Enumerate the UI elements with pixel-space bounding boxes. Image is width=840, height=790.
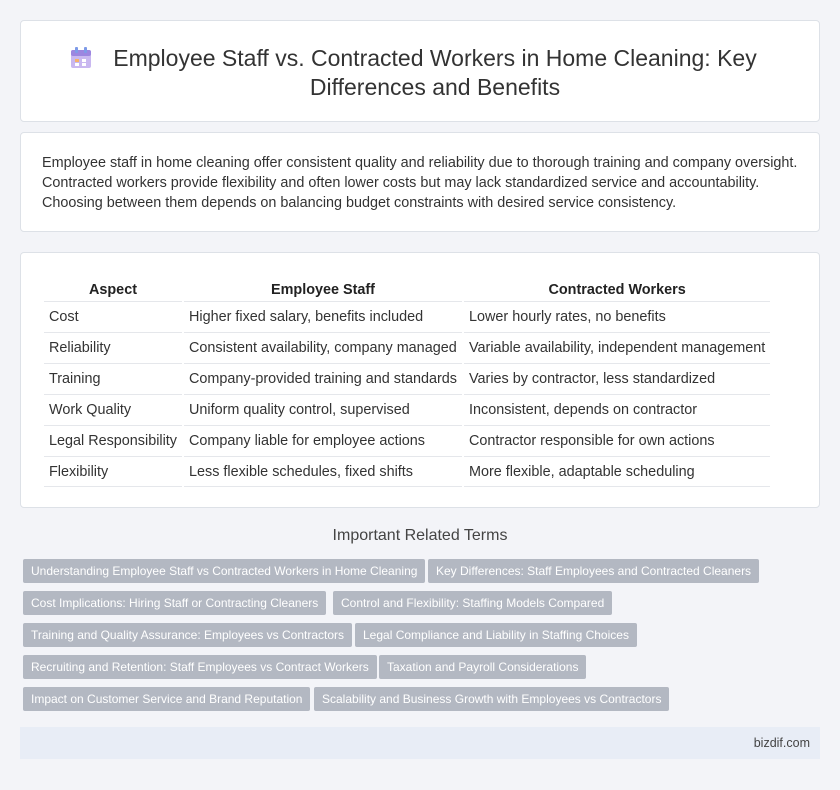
table-cell: Company liable for employee actions (184, 425, 462, 456)
table-cell: Varies by contractor, less standardized (464, 363, 770, 394)
column-header: Contracted Workers (548, 282, 686, 298)
comparison-card (20, 252, 820, 508)
comparison-table (42, 277, 772, 487)
page-title: Employee Staff vs. Contracted Workers in Home Cleaning: Key Differences and Benefits (113, 45, 757, 100)
table-row (44, 301, 770, 332)
table-row (44, 425, 770, 456)
site-link[interactable]: bizdif.com (753, 736, 810, 750)
table-cell: Legal Responsibility (44, 425, 182, 456)
related-term-tag[interactable]: Recruiting and Retention: Staff Employees vs Contract Workers (23, 655, 377, 679)
related-terms-title: Important Related Terms (332, 527, 508, 544)
table-cell: Consistent availability, company managed (184, 332, 462, 363)
related-term-tag[interactable]: Scalability and Business Growth with Employees vs Contractors (314, 687, 669, 711)
footer-bar (20, 727, 820, 759)
related-term-tag[interactable]: Training and Quality Assurance: Employees vs Contractors (23, 623, 352, 647)
related-term-tag[interactable]: Control and Flexibility: Staffing Models Compared (333, 591, 612, 615)
intro-paragraph: Employee staff in home cleaning offer consistent quality and reliability due to thorough training and company oversight. Contracted workers provide flexibility and often lower costs but may lack standardized service and accountability. Choosing between them depends on balancing budget constraints with desired service consistency. (42, 155, 798, 211)
related-term-tag[interactable]: Key Differences: Staff Employees and Contracted Cleaners (428, 559, 759, 583)
table-cell: Cost (44, 301, 182, 332)
table-row (44, 394, 770, 425)
table-cell: Reliability (44, 332, 182, 363)
table-cell: Higher fixed salary, benefits included (184, 301, 462, 332)
table-row (44, 332, 770, 363)
related-term-tag[interactable]: Legal Compliance and Liability in Staffing Choices (355, 623, 637, 647)
column-header: Employee Staff (271, 282, 375, 298)
table-row (44, 456, 770, 487)
table-cell: Flexibility (44, 456, 182, 487)
table-cell: Contractor responsible for own actions (464, 425, 770, 456)
intro-card (20, 132, 820, 232)
table-cell: More flexible, adaptable scheduling (464, 456, 770, 487)
related-term-tag[interactable]: Understanding Employee Staff vs Contracted Workers in Home Cleaning (23, 559, 425, 583)
related-term-tag[interactable]: Taxation and Payroll Considerations (379, 655, 586, 679)
table-cell: Variable availability, independent management (464, 332, 770, 363)
table-cell: Work Quality (44, 394, 182, 425)
table-header-row (44, 277, 770, 301)
header-card (20, 20, 820, 122)
table-cell: Inconsistent, depends on contractor (464, 394, 770, 425)
table-cell: Training (44, 363, 182, 394)
related-term-tag[interactable]: Impact on Customer Service and Brand Reputation (23, 687, 310, 711)
related-term-tag[interactable]: Cost Implications: Hiring Staff or Contracting Cleaners (23, 591, 326, 615)
table-cell: Uniform quality control, supervised (184, 394, 462, 425)
table-cell: Lower hourly rates, no benefits (464, 301, 770, 332)
column-header: Aspect (89, 282, 137, 298)
table-cell: Less flexible schedules, fixed shifts (184, 456, 462, 487)
table-row (44, 363, 770, 394)
table-cell: Company-provided training and standards (184, 363, 462, 394)
